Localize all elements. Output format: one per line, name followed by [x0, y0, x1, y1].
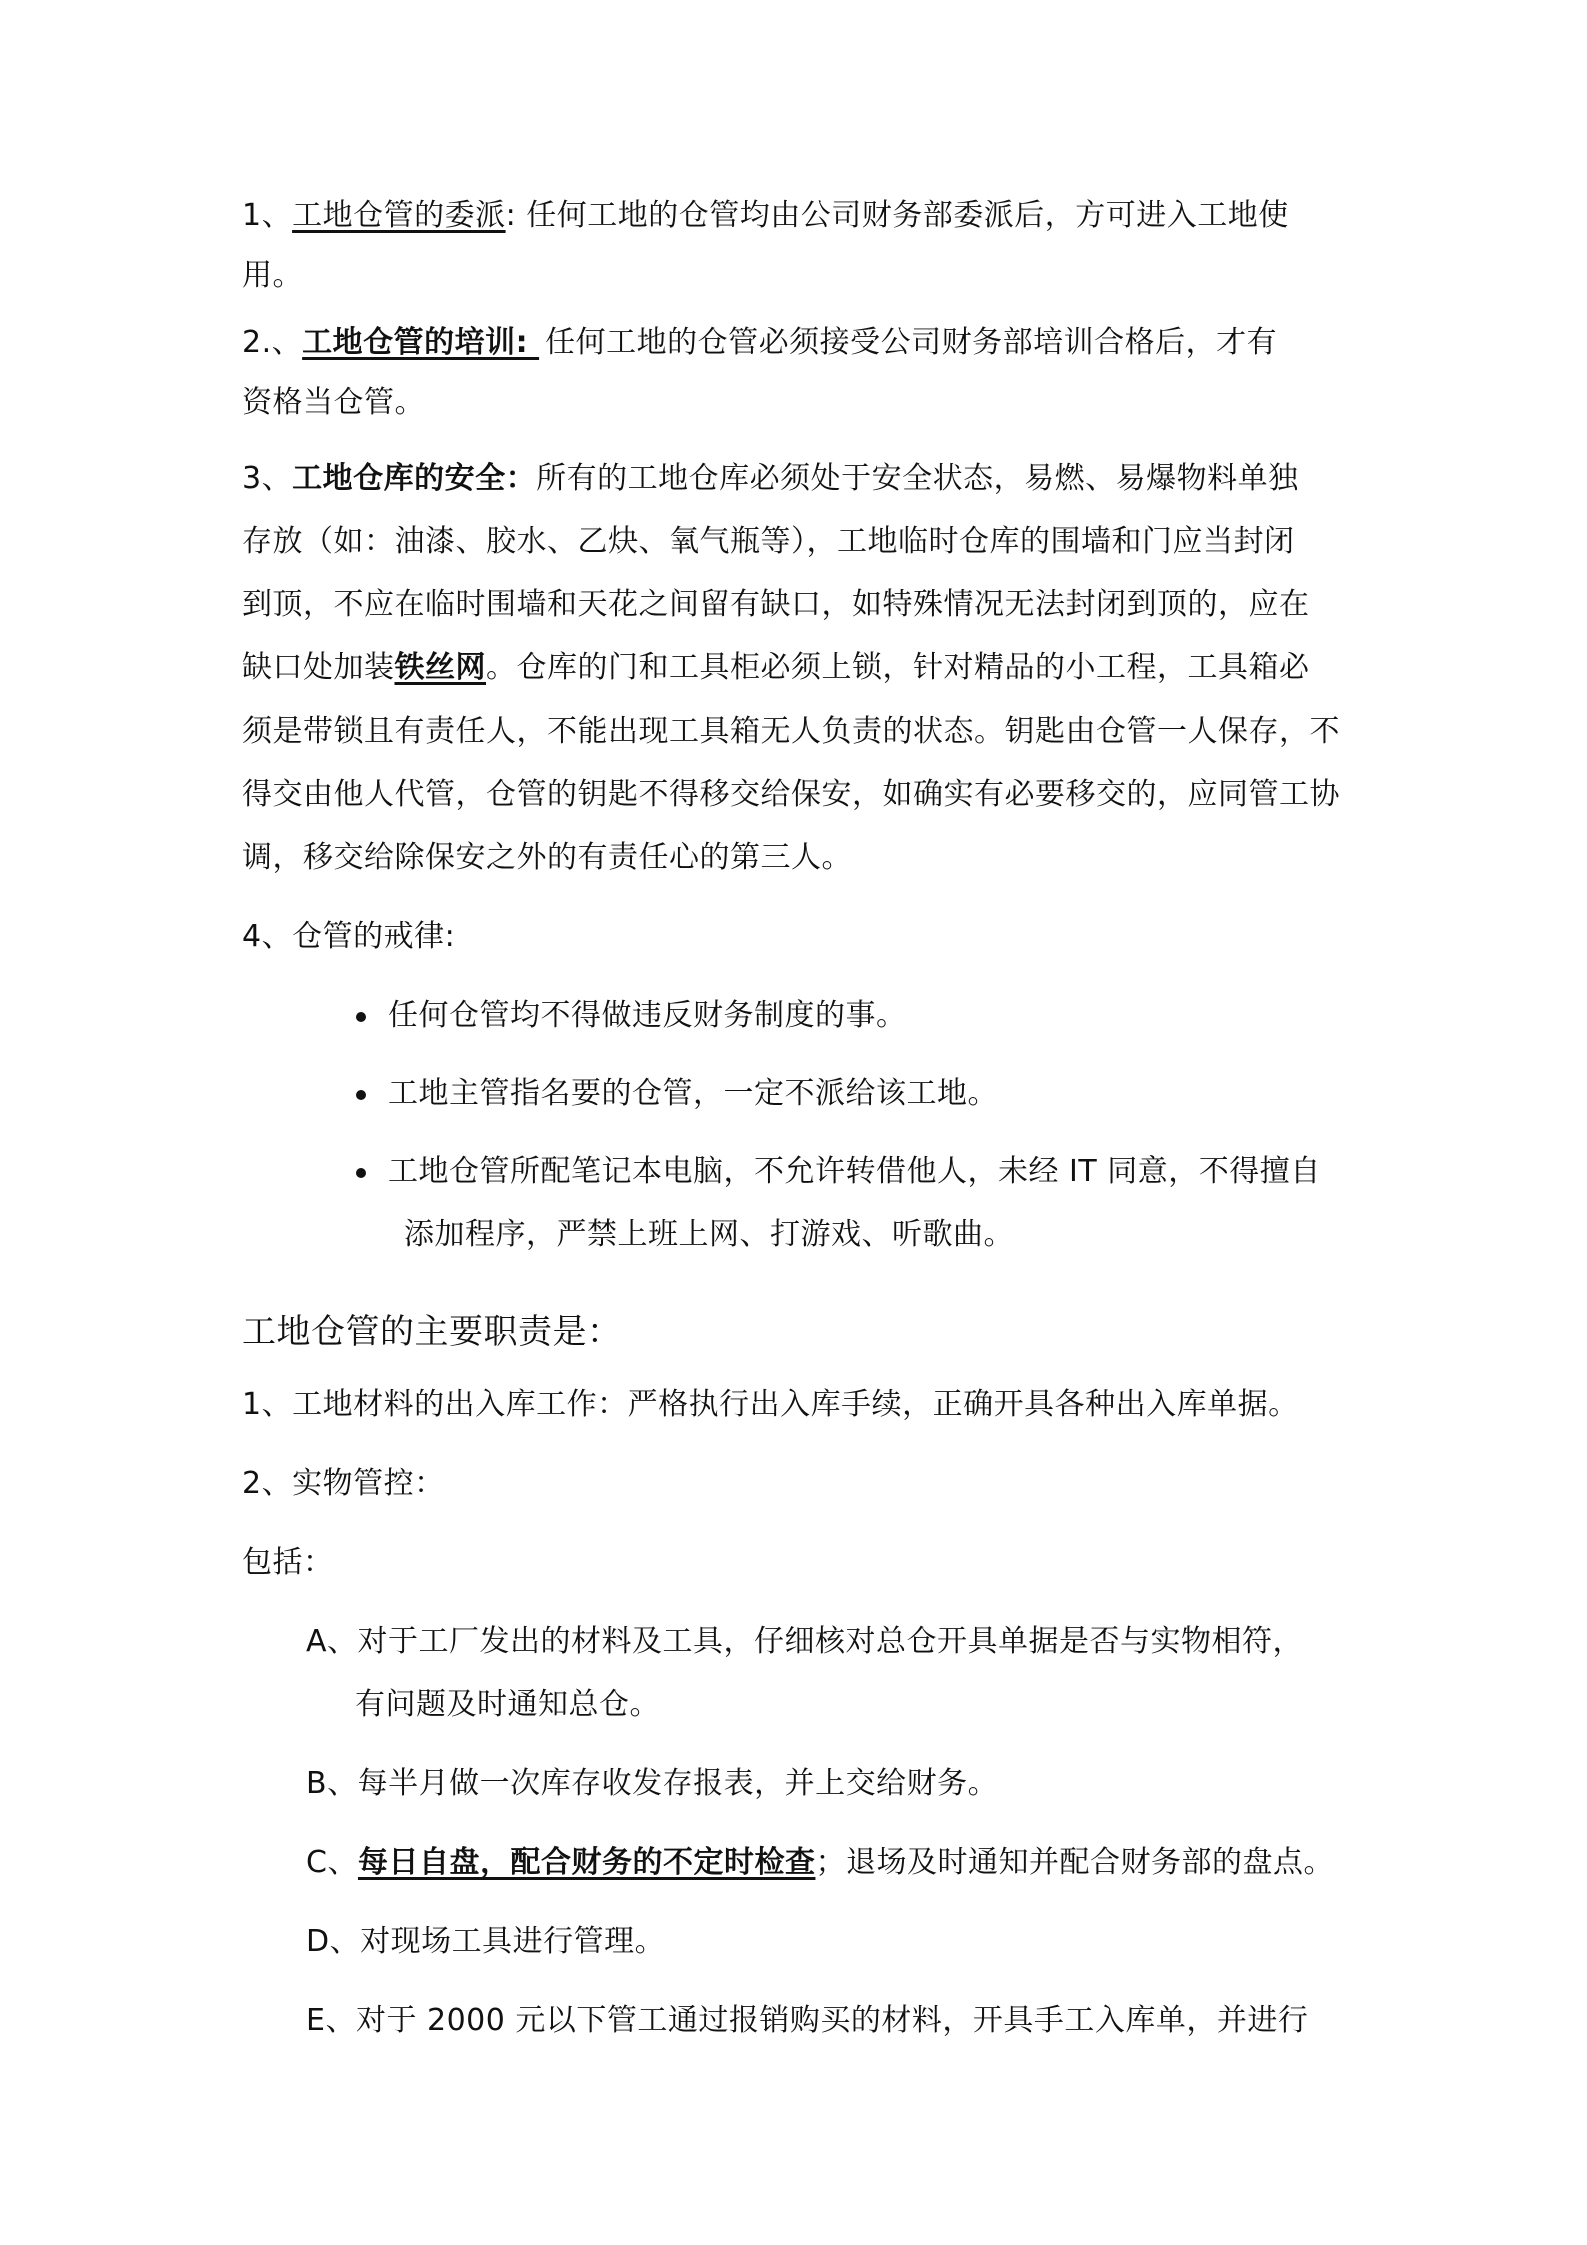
paragraph-2-line-1 — [242, 323, 1277, 363]
bullet-dot — [356, 1012, 366, 1022]
p1-text: 任何工地的仓管均由公司财务部委派后，方可进入工地使 — [526, 198, 1289, 233]
paragraph-3-line-5: 须是带锁且有责任人，不能出现工具箱无人负责的状态。钥匙由仓管一人保存，不 — [242, 714, 1340, 749]
paragraph-2-line-2: 资格当仓管。 — [242, 385, 425, 420]
duty-c-rest: ；退场及时通知并配合财务部的盘点。 — [815, 1845, 1334, 1880]
p2-text: 任何工地的仓管必须接受公司财务部培训合格后，才有 — [545, 325, 1278, 360]
duty-include-label: 包括： — [242, 1545, 334, 1580]
rule-bullet-2: 工地主管指名要的仓管，一定不派给该工地。 — [388, 1076, 998, 1111]
duty-e: E、对于 2000 元以下管工通过报销购买的材料，开具手工入库单，并进行 — [306, 2003, 1309, 2038]
duty-item-2: 2、实物管控： — [242, 1466, 445, 1501]
p3-title: 工地仓库的安全： — [292, 461, 537, 496]
paragraph-3-line-6: 得交由他人代管，仓管的钥匙不得移交给保安，如确实有必要移交的，应同管工协 — [242, 777, 1340, 812]
paragraph-4-title: 4、仓管的戒律: — [242, 919, 456, 954]
paragraph-3-line-1 — [242, 459, 1299, 499]
duty-c-underlined: 每日自盘，配合财务的不定时检查 — [357, 1845, 816, 1880]
paragraph-3-line-3: 到顶，不应在临时围墙和天花之间留有缺口，如特殊情况无法封闭到顶的，应在 — [242, 587, 1310, 622]
bullet-dot — [356, 1168, 366, 1178]
duty-a-cont: 有问题及时通知总仓。 — [355, 1687, 660, 1722]
paragraph-3-line-4 — [242, 648, 1310, 688]
p1-title: 工地仓管的委派 — [292, 198, 506, 233]
section-heading: 工地仓管的主要职责是： — [242, 1312, 622, 1352]
p3-wire-mesh: 铁丝网 — [394, 650, 486, 685]
rule-bullet-3: 工地仓管所配笔记本电脑，不允许转借他人，未经 IT 同意，不得擅自 — [388, 1154, 1321, 1189]
duty-c-prefix: C、 — [306, 1845, 358, 1880]
bullet-dot — [356, 1090, 366, 1100]
rule-bullet-3-cont: 添加程序，严禁上班上网、打游戏、听歌曲。 — [404, 1217, 1014, 1252]
p1-number: 1、 — [242, 198, 293, 233]
p3-text: 所有的工地仓库必须处于安全状态，易燃、易爆物料单独 — [536, 461, 1299, 496]
duty-c — [306, 1843, 1334, 1883]
duty-d: D、对现场工具进行管理。 — [306, 1924, 666, 1959]
paragraph-3-line-7: 调，移交给除保安之外的有责任心的第三人。 — [242, 840, 852, 875]
paragraph-1-line-1 — [242, 196, 1289, 236]
duty-item-1: 1、工地材料的出入库工作：严格执行出入库手续，正确开具各种出入库单据。 — [242, 1387, 1299, 1422]
duty-a: A、对于工厂发出的材料及工具，仔细核对总仓开具单据是否与实物相符， — [306, 1624, 1304, 1659]
p3-line4-pre: 缺口处加装 — [242, 650, 395, 685]
p3-number: 3、 — [242, 461, 293, 496]
paragraph-1-line-2: 用。 — [242, 258, 303, 293]
p2-title: 工地仓管的培训: — [302, 325, 540, 360]
rule-bullet-1: 任何仓管均不得做违反财务制度的事。 — [388, 998, 907, 1033]
paragraph-3-line-2: 存放（如：油漆、胶水、乙炔、氧气瓶等），工地临时仓库的围墙和门应当封闭 — [242, 524, 1295, 559]
p1-colon: : — [505, 198, 527, 233]
duty-b: B、每半月做一次库存收发存报表，并上交给财务。 — [306, 1766, 999, 1801]
p2-number: 2.、 — [242, 325, 303, 360]
p3-line4-post: 。仓库的门和工具柜必须上锁，针对精品的小工程，工具箱必 — [486, 650, 1310, 685]
